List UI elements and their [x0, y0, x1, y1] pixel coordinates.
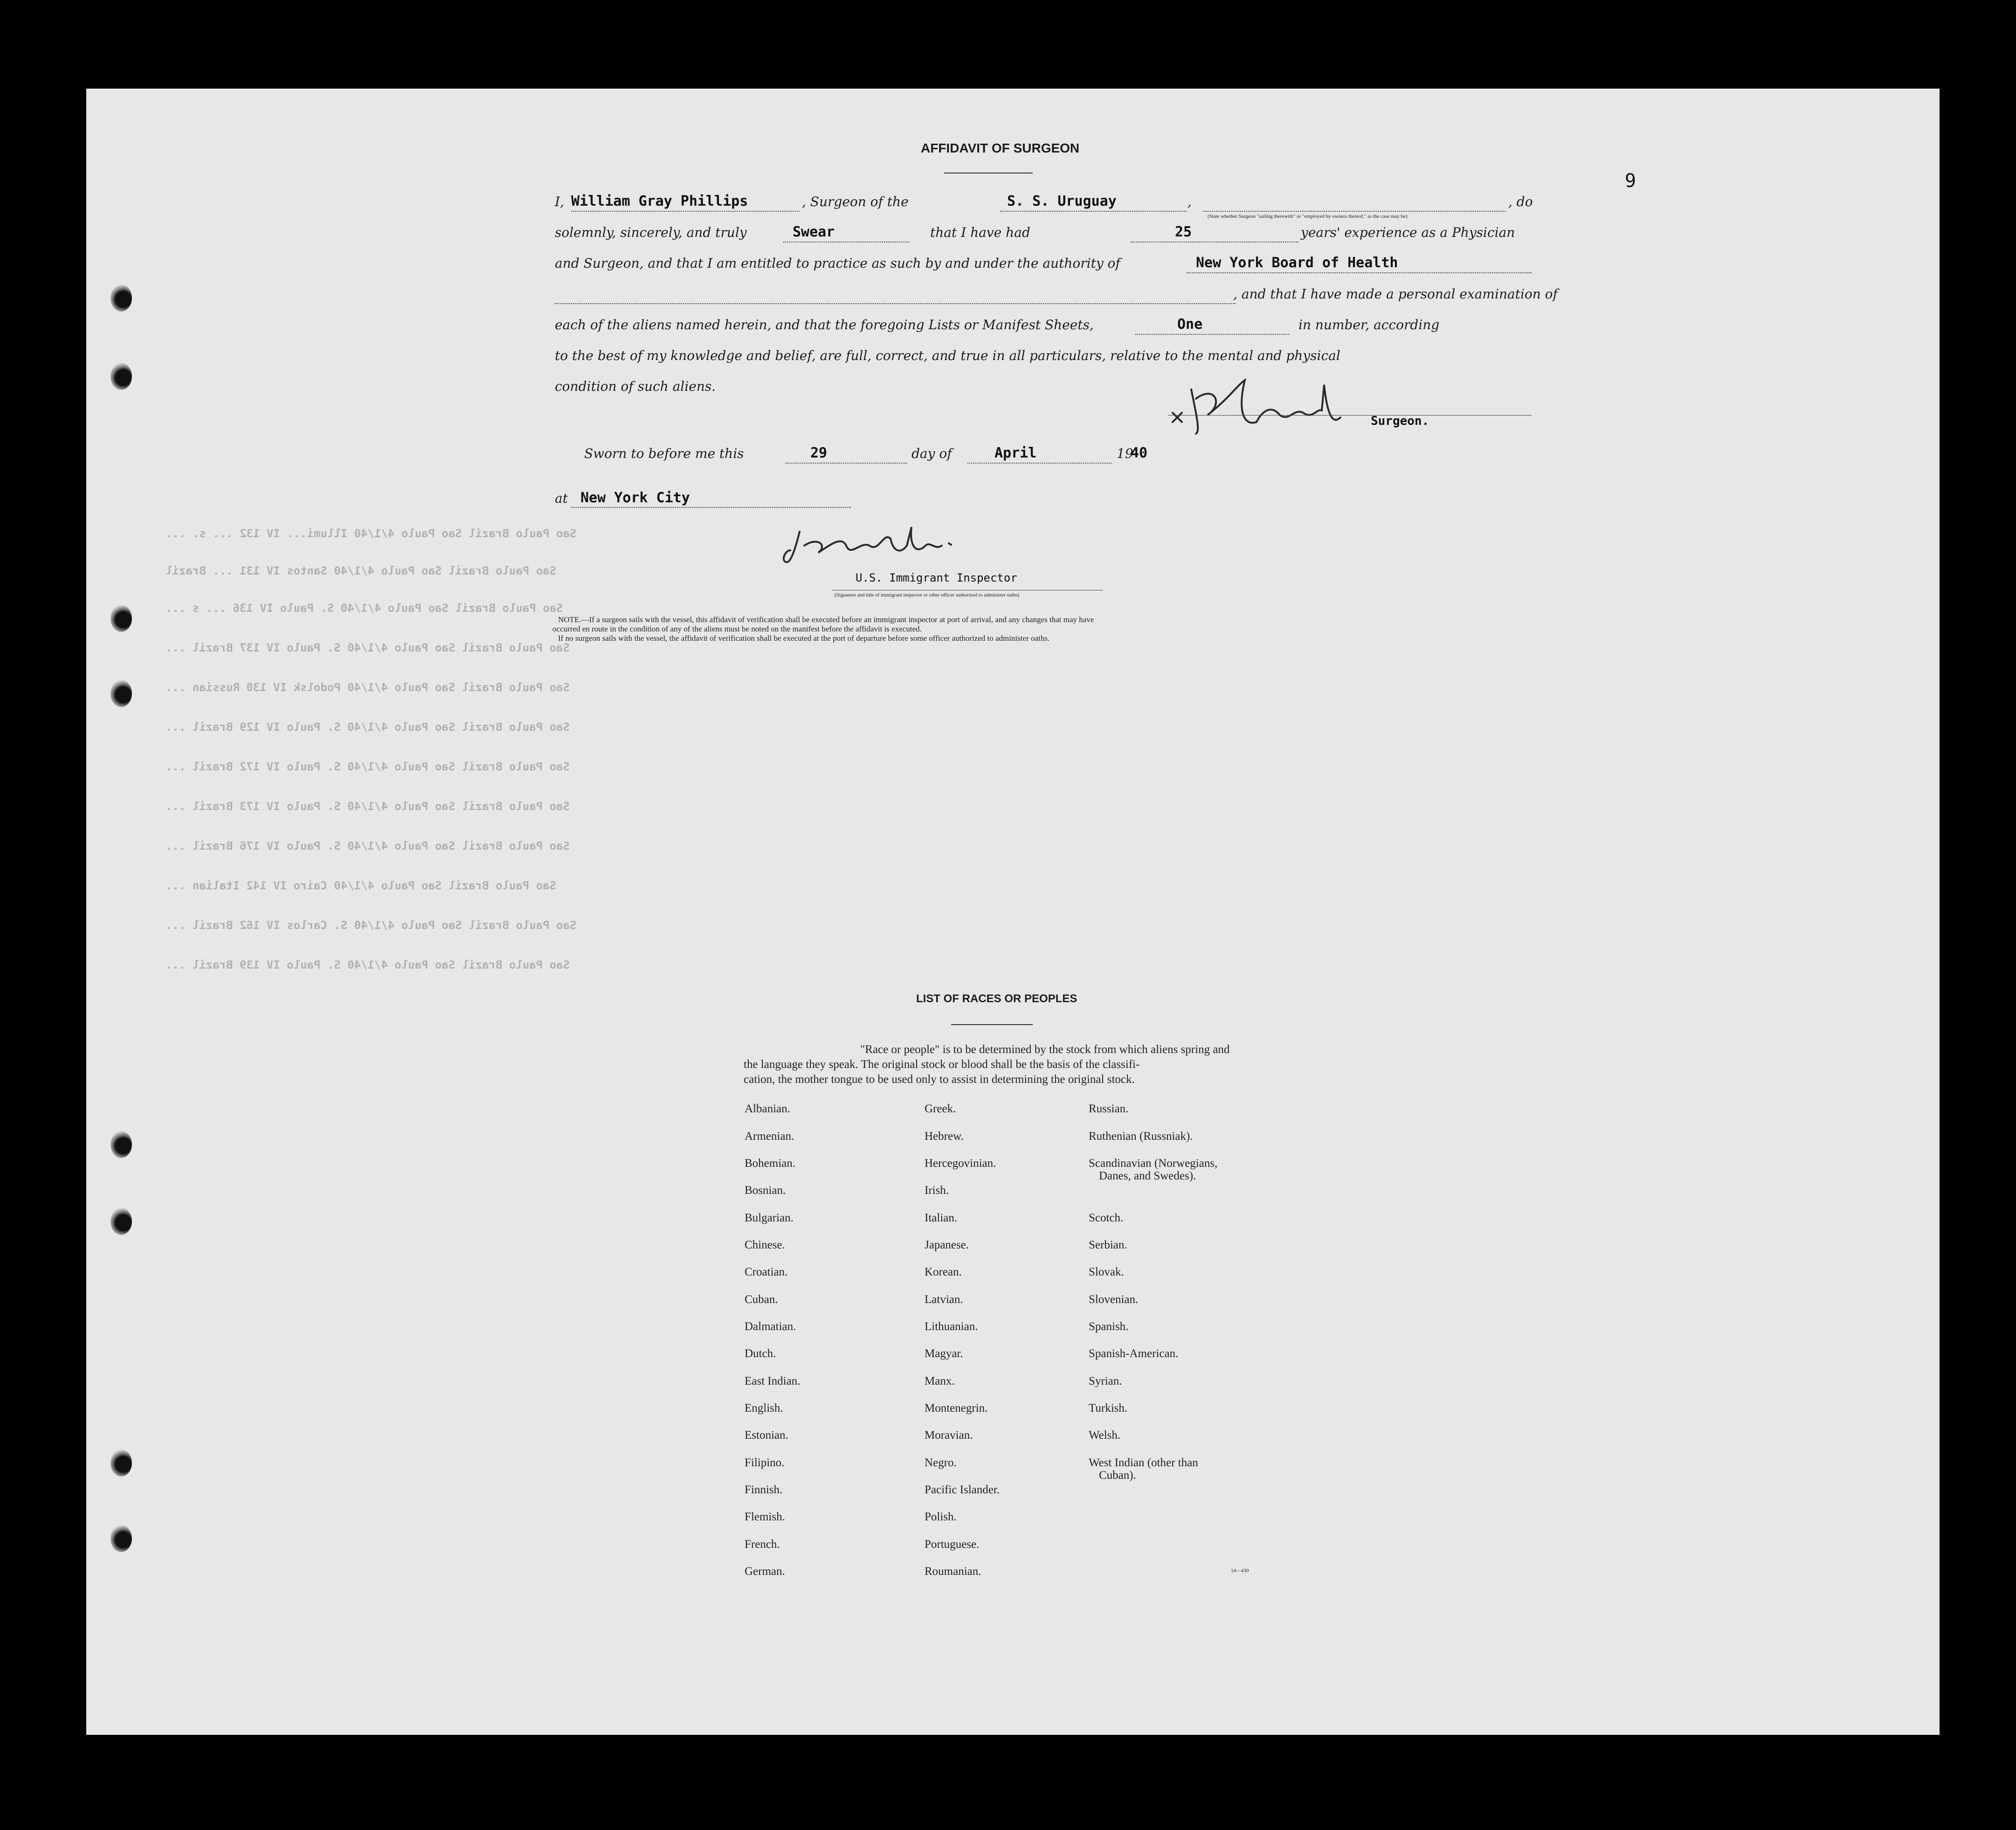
race-item: Manx.	[925, 1375, 955, 1387]
race-item: Dalmatian.	[745, 1320, 796, 1333]
binder-hole	[110, 284, 132, 312]
race-item: Polish.	[925, 1511, 957, 1523]
form-number: 14—430	[1231, 1568, 1249, 1574]
race-item: Cuban.	[745, 1293, 778, 1306]
line1-do: , do	[1508, 194, 1533, 209]
binder-hole	[110, 363, 132, 390]
race-item: Russian.	[1089, 1102, 1129, 1115]
line5-suffix: in number, according	[1298, 317, 1440, 333]
race-item: Albanian.	[745, 1102, 790, 1115]
sworn-place: New York City	[580, 490, 690, 506]
sworn-year-prefix: 19	[1117, 446, 1133, 461]
page-number: 9	[1625, 170, 1636, 192]
binder-hole	[110, 605, 132, 632]
race-item: Dutch.	[745, 1347, 776, 1360]
race-item: Estonian.	[745, 1429, 788, 1442]
race-item: Spanish.	[1089, 1320, 1129, 1333]
race-item: Welsh.	[1089, 1429, 1121, 1442]
at-prefix: at	[555, 491, 568, 506]
affidavit-title: AFFIDAVIT OF SURGEON	[921, 141, 1080, 155]
race-item: West Indian (other than	[1089, 1456, 1198, 1469]
rule	[571, 507, 851, 508]
binder-hole	[110, 1131, 132, 1158]
rule	[783, 242, 909, 243]
race-item: Roumanian.	[925, 1565, 981, 1578]
race-item: East Indian.	[745, 1375, 801, 1387]
binder-hole	[110, 1449, 132, 1476]
line7: condition of such aliens.	[555, 379, 716, 394]
oath-type: Swear	[793, 224, 835, 240]
line1-prefix: I,	[555, 194, 564, 209]
surgeon-type-note: (State whether Surgeon "sailing therewith" or "employed by owners thereof," as the case may be)	[1208, 214, 1408, 219]
race-item: Hebrew.	[925, 1130, 964, 1143]
binder-hole	[110, 1208, 132, 1235]
race-item: Latvian.	[925, 1293, 963, 1306]
race-item: Scotch.	[1089, 1212, 1124, 1224]
bleed-through-row: Sao Paulo Brazil Sao Paulo 4/1/40 Podolsk IV 130 Russian ...	[166, 681, 570, 694]
bleed-through-row: Sao Paulo Brazil Sao Paulo 4/1/40 S. Paulo IV 172 Brazil ...	[166, 760, 570, 773]
rule	[571, 211, 800, 212]
sheet-count: One	[1177, 316, 1203, 333]
rule	[1131, 242, 1298, 243]
line2-mid: that I have had	[930, 225, 1030, 240]
line6: to the best of my knowledge and belief, are full, correct, and true in all particulars, relative to the mental and physical	[555, 348, 1340, 363]
surgeon-label: Surgeon.	[1371, 414, 1429, 428]
line2-suffix: years' experience as a Physician	[1301, 225, 1515, 240]
race-item: Finnish.	[745, 1483, 783, 1496]
inspector-title: U.S. Immigrant Inspector	[856, 571, 1017, 584]
rule	[967, 463, 1112, 464]
bleed-through-row: Sao Paulo Brazil Sao Paulo 4/1/40 S. Paulo IV 139 Brazil ...	[166, 958, 570, 971]
race-item: Irish.	[925, 1184, 949, 1197]
race-item: Chinese.	[745, 1239, 785, 1251]
race-item: Croatian.	[745, 1266, 788, 1278]
sworn-prefix: Sworn to before me this	[584, 446, 744, 461]
race-item: Bulgarian.	[745, 1212, 794, 1224]
sworn-month: April	[994, 445, 1037, 461]
races-title: LIST OF RACES OR PEOPLES	[916, 992, 1077, 1005]
bleed-through-row: Sao Paulo Brazil Sao Paulo 4/1/40 Cairo IV 142 Italian ...	[166, 879, 557, 892]
race-item: Spanish-American.	[1089, 1347, 1179, 1360]
race-item: Greek.	[925, 1102, 956, 1115]
line3-prefix: and Surgeon, and that I am entitled to practice as such by and under the authority of	[555, 256, 1120, 271]
race-item: Italian.	[925, 1212, 958, 1224]
binder-hole	[110, 680, 132, 707]
race-item: German.	[745, 1565, 785, 1578]
race-item: Portuguese.	[925, 1538, 980, 1551]
race-item: Japanese.	[925, 1239, 969, 1251]
surgeon-signature	[1163, 371, 1378, 441]
race-item: Cuban).	[1099, 1469, 1136, 1482]
sworn-day: 29	[810, 445, 828, 461]
bleed-through-row: Sao Paulo Brazil Sao Paulo 4/1/40 S. Paulo IV 137 Brazil ...	[166, 641, 570, 654]
race-item: Syrian.	[1089, 1375, 1122, 1387]
race-item: Bohemian.	[745, 1157, 796, 1170]
races-title-underline	[951, 1024, 1033, 1025]
rule	[1135, 334, 1289, 335]
race-item: Magyar.	[925, 1347, 963, 1360]
rule	[1187, 272, 1532, 273]
race-item: Ruthenian (Russniak).	[1089, 1130, 1193, 1143]
line1-comma: ,	[1188, 194, 1192, 209]
line1-surgeon-of: , Surgeon of the	[802, 194, 909, 209]
years-experience: 25	[1175, 224, 1192, 240]
bleed-through-row: Sao Paulo Brazil Sao Paulo 4/1/40 S. Carlos IV 162 Brazil ...	[166, 919, 577, 932]
race-item: Serbian.	[1089, 1239, 1127, 1251]
race-item: Armenian.	[745, 1130, 794, 1143]
race-item: Bosnian.	[745, 1184, 786, 1197]
race-item: Slovak.	[1089, 1266, 1124, 1278]
race-item: Lithuanian.	[925, 1320, 978, 1333]
race-item: Moravian.	[925, 1429, 973, 1442]
line4-suffix: , and that I have made a personal examination of	[1233, 286, 1558, 302]
rule	[1000, 211, 1187, 212]
vessel-name: S. S. Uruguay	[1007, 193, 1117, 209]
rule	[555, 303, 1236, 304]
race-item: French.	[745, 1538, 780, 1551]
sworn-day-of: day of	[911, 446, 952, 461]
races-intro-line: the language they speak. The original stock or blood shall be the basis of the classifi-	[744, 1058, 1140, 1071]
races-intro-line: "Race or people" is to be determined by the stock from which aliens spring and	[860, 1043, 1230, 1056]
rule	[786, 463, 907, 464]
surgeon-name: William Gray Phillips	[571, 193, 748, 209]
race-item: Filipino.	[745, 1456, 785, 1469]
race-item: Flemish.	[745, 1511, 785, 1523]
note-line: NOTE.—If a surgeon sails with the vessel, this affidavit of verification shall be executed before an immigrant inspector at port of arrival, and any changes that may have	[558, 615, 1094, 624]
bleed-through-row: Sao Paulo Brazil Sao Paulo 4/1/40 Santos IV 131 ... Brazil	[166, 564, 557, 577]
race-item: Montenegrin.	[925, 1402, 988, 1414]
race-item: English.	[745, 1402, 783, 1414]
document-page	[86, 89, 1940, 1735]
binder-hole	[110, 1525, 132, 1552]
race-item: Danes, and Swedes).	[1099, 1170, 1196, 1182]
race-item: Negro.	[925, 1456, 957, 1469]
inspector-caption: (Signature and title of immigrant inspector or other officer authorized to administer oaths)	[835, 592, 1020, 598]
bleed-through-row: Sao Paulo Brazil Sao Paulo 4/1/40 Illumi... IV 132 ... s. ...	[166, 527, 577, 540]
race-item: Turkish.	[1089, 1402, 1128, 1414]
race-item: Pacific Islander.	[925, 1483, 1000, 1496]
race-item: Korean.	[925, 1266, 962, 1278]
rule	[1168, 415, 1532, 416]
licensing-authority: New York Board of Health	[1196, 255, 1398, 271]
race-item: Slovenian.	[1089, 1293, 1139, 1306]
note-line: occurred en route in the condition of any of the aliens must be noted on the manifest before the affidavit is executed.	[552, 624, 922, 633]
inspector-signature	[781, 518, 977, 574]
bleed-through-row: Sao Paulo Brazil Sao Paulo 4/1/40 S. Paulo IV 173 Brazil ...	[166, 800, 570, 813]
sworn-year: 40	[1131, 445, 1148, 461]
race-item: Hercegovinian.	[925, 1157, 996, 1170]
bleed-through-row: Sao Paulo Brazil Sao Paulo 4/1/40 S. Paulo IV 176 Brazil ...	[166, 839, 570, 853]
line2-prefix: solemnly, sincerely, and truly	[555, 225, 747, 240]
line5-prefix: each of the aliens named herein, and that the foregoing Lists or Manifest Sheets,	[555, 317, 1094, 333]
bleed-through-row: Sao Paulo Brazil Sao Paulo 4/1/40 S. Paulo IV 129 Brazil ...	[166, 721, 570, 734]
note-line: If no surgeon sails with the vessel, the affidavit of verification shall be executed at the port of departure before some officer authorized to administer oaths.	[558, 634, 1050, 643]
race-item: Scandinavian (Norwegians,	[1089, 1157, 1218, 1170]
races-intro-line: cation, the mother tongue to be used only to assist in determining the original stock.	[744, 1073, 1135, 1086]
bleed-through-row: Sao Paulo Brazil Sao Paulo 4/1/40 S. Paulo IV 136 ... s ...	[166, 602, 563, 615]
rule	[1203, 211, 1506, 212]
